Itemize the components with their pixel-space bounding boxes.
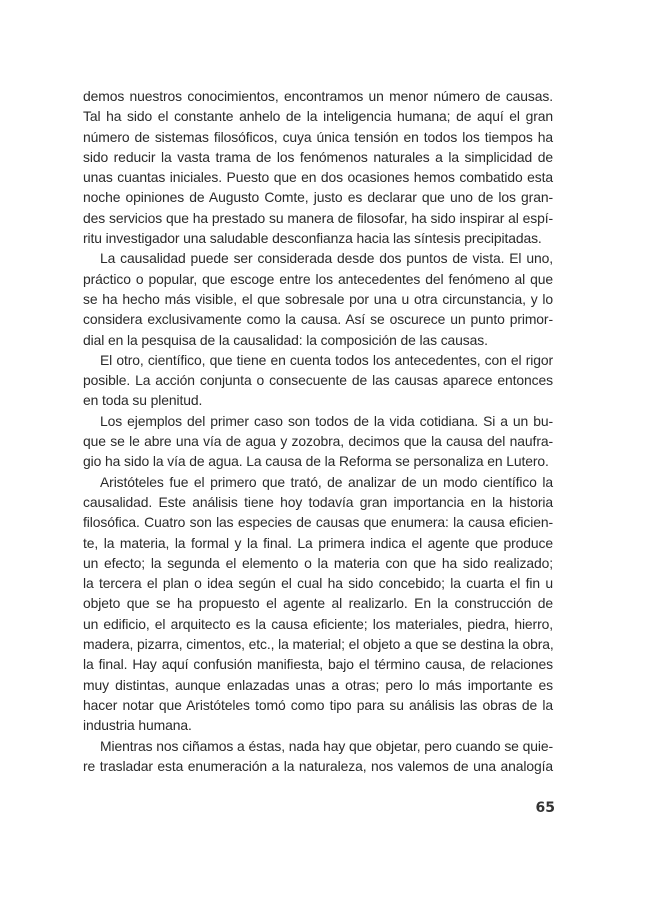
text-line: muy distintas, aunque enlazadas unas a otras; pero lo más importante es	[83, 676, 553, 693]
text-line: causalidad. Este análisis tiene hoy todavía gran importancia en la historia	[83, 493, 553, 510]
text-line: un edificio, el arquitecto es la causa eficiente; los materiales, piedra, hierro,	[83, 615, 553, 632]
text-line: número de sistemas filosóficos, cuya única tensión en todos los tiempos ha	[83, 128, 553, 145]
text-line: hacer notar que Aristóteles tomó como tipo para su análisis las obras de la	[83, 696, 553, 713]
page-number: 65	[535, 800, 555, 816]
text-line: unas cuantas iniciales. Puesto que en dos ocasiones hemos combatido esta	[83, 169, 553, 186]
text-line: dial en la pesquisa de la causalidad: la composición de las causas.	[83, 331, 488, 348]
text-line: la tercera el plan o idea según el cual ha sido concebido; la cuarta el fin u	[83, 575, 553, 592]
body-text	[83, 86, 553, 776]
text-line: te, la materia, la formal y la final. La primera indica el agente que produce	[83, 534, 553, 551]
text-line: posible. La acción conjunta o consecuente de las causas aparece entonces	[83, 372, 553, 389]
text-line: noche opiniones de Augusto Comte, justo es declarar que uno de los gran-	[83, 189, 553, 206]
text-line: El otro, científico, que tiene en cuenta todos los antecedentes, con el rigor	[100, 351, 553, 368]
text-line: gio ha sido la vía de agua. La causa de la Reforma se personaliza en Lutero.	[83, 453, 549, 470]
text-line: Los ejemplos del primer caso son todos de la vida cotidiana. Si a un bu-	[100, 412, 553, 429]
text-line: que se le abre una vía de agua y zozobra, decimos que la causa del naufra-	[83, 433, 553, 450]
text-line: sido reducir la vasta trama de los fenómenos naturales a la simplicidad de	[83, 148, 553, 165]
text-line: madera, pizarra, cimentos, etc., la material; el objeto a que se destina la obra,	[83, 636, 554, 653]
text-line: industria humana.	[83, 717, 192, 734]
text-line: ritu investigador una saludable desconfianza hacia las síntesis precipitadas.	[83, 230, 542, 247]
text-line: Mientras nos ciñamos a éstas, nada hay que objetar, pero cuando se quie-	[100, 737, 553, 754]
text-line: demos nuestros conocimientos, encontramos un menor número de causas.	[83, 88, 553, 104]
text-line: en toda su plenitud.	[83, 392, 203, 409]
text-line: se ha hecho más visible, el que sobresale por una u otra circunstancia, y lo	[83, 290, 553, 307]
text-line: la final. Hay aquí confusión manifiesta, bajo el término causa, de relaciones	[83, 656, 553, 673]
text-line: filosófica. Cuatro son las especies de causas que enumera: la causa eficien-	[83, 514, 553, 531]
text-line: Tal ha sido el constante anhelo de la inteligencia humana; de aquí el gran	[83, 108, 553, 125]
text-line: des servicios que ha prestado su manera de filosofar, ha sido inspirar al espí-	[83, 209, 553, 226]
text-line: considera exclusivamente como la causa. Así se oscurece un punto primor-	[83, 311, 553, 328]
text-line: objeto que se ha propuesto el agente al realizarlo. En la construcción de	[83, 595, 553, 612]
text-line: práctico o popular, que escoge entre los antecedentes del fenómeno al que	[83, 270, 553, 287]
text-line: un efecto; la segunda el elemento o la materia con que ha sido realizado;	[83, 554, 553, 571]
text-line: re trasladar esta enumeración a la naturaleza, nos valemos de una analogía	[83, 757, 553, 774]
text-line: Aristóteles fue el primero que trató, de analizar de un modo científico la	[100, 473, 553, 490]
text-line: La causalidad puede ser considerada desde dos puntos de vista. El uno,	[100, 250, 553, 267]
